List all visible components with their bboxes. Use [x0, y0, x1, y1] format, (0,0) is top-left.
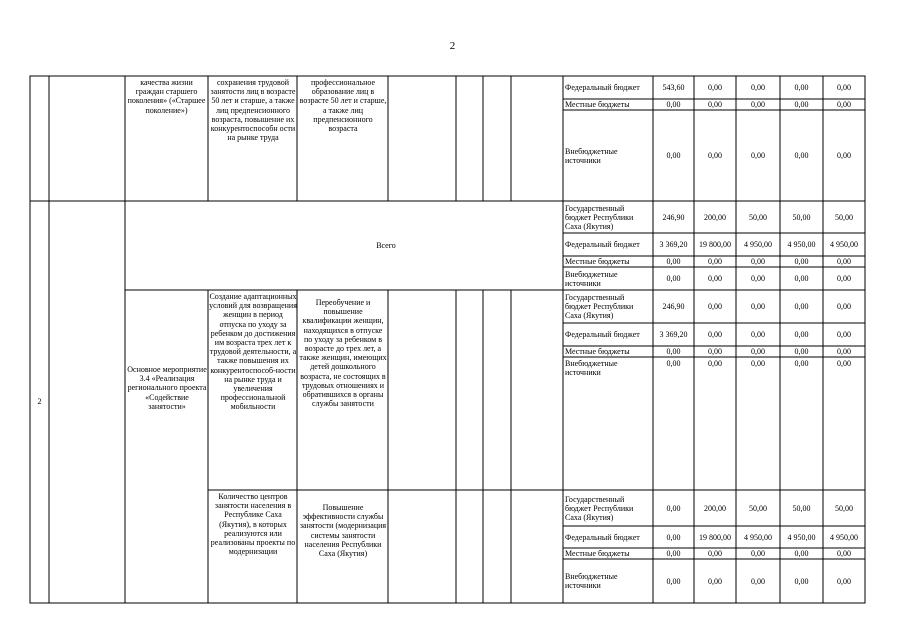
amount-cell: 0,00 — [666, 347, 681, 356]
funding-source-label: Внебюджетные источники — [565, 359, 618, 377]
amount-cell: 0,00 — [794, 302, 809, 311]
amount-cell: 0,00 — [666, 274, 681, 283]
amount-cell: 0,00 — [666, 359, 681, 368]
amount-cell: 543,60 — [662, 83, 685, 92]
amount-cell: 0,00 — [751, 347, 765, 356]
amount-cell: 4 950,00 — [744, 240, 772, 249]
amount-cell: 0,00 — [666, 532, 681, 542]
funding-source-label: Государственный бюджет Республики Саха (Якутия) — [565, 293, 634, 320]
amount-cell: 0,00 — [751, 274, 765, 283]
task-cell: сохранения трудовой занятости лиц в возрасте 50 лет и старше, а также лиц предпенсионного возраста, повышение их конкурентоспособн ости на рынке труда — [210, 78, 296, 143]
funding-source-label: Внебюджетные источники — [565, 269, 618, 288]
amount-cell: 0,00 — [708, 359, 722, 368]
amount-cell: 3 369,20 — [659, 240, 688, 249]
amount-cell: 50,00 — [749, 212, 767, 222]
amount-cell: 50,00 — [835, 212, 853, 222]
amount-cell: 0,00 — [794, 83, 809, 92]
amount-cell: 0,00 — [751, 83, 765, 92]
funding-source-label: Федеральный бюджет — [565, 532, 640, 542]
row-number: 2 — [37, 397, 42, 406]
goal-cell: качества жизни граждан старшего поколения» («Старшее поколение») — [127, 78, 206, 115]
amount-cell: 0,00 — [794, 151, 809, 160]
amount-cell: 0,00 — [837, 274, 851, 283]
amount-cell: 0,00 — [751, 359, 765, 368]
funding-source-label: Государственный бюджет Республики Саха (Якутия) — [565, 494, 634, 522]
funding-source-label: Государственный бюджет Республики Саха (Якутия) — [565, 203, 634, 231]
amount-cell: 200,00 — [704, 212, 726, 222]
sub1-result: Переобучение и повышение квалификации женщин, находящихся в отпуске по уходу за ребенком в возрасте до трех лет, а также женщин, имеющих детей дошкольного возраста, не состоящих в трудовых отношениях и обратившихся в органы службы занятости — [299, 298, 387, 409]
amount-cell: 0,00 — [837, 302, 851, 311]
amount-cell: 0,00 — [794, 330, 809, 339]
amount-cell: 0,00 — [751, 151, 765, 160]
amount-cell: 0,00 — [794, 549, 809, 558]
result-cell: профессиональное образование лиц в возрасте 50 лет и старше, а также лиц предпенсионного возраста — [299, 78, 387, 134]
sub1-indicator: Создание адаптационных условий для возвращения женщин в период отпуска по уходу за ребенком до достижения им возраста трех лет к трудовой деятельности, а также повышения их конкурентоспособ-ности на рынке труда и увеличения профессиональной мобильности — [209, 292, 297, 412]
amount-cell: 0,00 — [751, 576, 765, 586]
amount-cell: 0,00 — [708, 549, 722, 558]
amount-cell: 0,00 — [751, 549, 765, 558]
sub2-result: Повышение эффективности службы занятости (модернизация системы занятости населения Республики Саха (Якутия) — [299, 503, 387, 559]
amount-cell: 50,00 — [749, 503, 767, 513]
amount-cell: 0,00 — [837, 347, 851, 356]
amount-cell: 0,00 — [794, 257, 809, 266]
amount-cell: 0,00 — [708, 151, 722, 160]
amount-cell: 0,00 — [837, 151, 851, 160]
amount-cell: 0,00 — [666, 503, 681, 513]
amount-cell: 19 800,00 — [699, 240, 731, 249]
amount-cell: 4 950,00 — [830, 240, 858, 249]
amount-cell: 246,90 — [662, 302, 685, 311]
amount-cell: 0,00 — [837, 257, 851, 266]
amount-cell: 0,00 — [708, 330, 722, 339]
amount-cell: 0,00 — [751, 302, 765, 311]
funding-source-label: Местные бюджеты — [565, 549, 630, 558]
amount-cell: 0,00 — [666, 549, 681, 558]
amount-cell: 50,00 — [792, 212, 811, 222]
page-number: 2 — [449, 40, 456, 52]
amount-cell: 0,00 — [794, 274, 809, 283]
amount-cell: 200,00 — [704, 503, 726, 513]
amount-cell: 0,00 — [837, 359, 851, 368]
amount-cell: 0,00 — [751, 257, 765, 266]
amount-cell: 3 369,20 — [659, 330, 688, 339]
amount-cell: 0,00 — [837, 83, 851, 92]
funding-source-label: Внебюджетные источники — [565, 146, 618, 165]
funding-source-label: Внебюджетные источники — [565, 572, 618, 590]
total-label: Всего — [376, 241, 396, 250]
funding-source-label: Местные бюджеты — [565, 347, 630, 356]
amount-cell: 50,00 — [792, 503, 811, 513]
amount-cell: 0,00 — [794, 100, 809, 109]
amount-cell: 0,00 — [666, 576, 681, 586]
amount-cell: 0,00 — [837, 100, 851, 109]
funding-source-label: Местные бюджеты — [565, 257, 630, 266]
amount-cell: 0,00 — [751, 330, 765, 339]
amount-cell: 4 950,00 — [830, 532, 858, 542]
event-name: Основное мероприятие 3.4 «Реализация регионального проекта «Содействие занятости» — [127, 365, 207, 411]
amount-cell: 0,00 — [708, 302, 722, 311]
amount-cell: 0,00 — [708, 100, 722, 109]
amount-cell: 19 800,00 — [699, 532, 731, 542]
funding-source-label: Федеральный бюджет — [565, 83, 640, 92]
amount-cell: 0,00 — [666, 151, 681, 160]
amount-cell: 4 950,00 — [787, 532, 816, 542]
amount-cell: 50,00 — [835, 503, 853, 513]
amount-cell: 0,00 — [751, 100, 765, 109]
amount-cell: 0,00 — [837, 330, 851, 339]
amount-cell: 0,00 — [794, 576, 809, 586]
amount-cell: 0,00 — [708, 83, 722, 92]
amount-cell: 4 950,00 — [787, 240, 816, 249]
amount-cell: 0,00 — [708, 257, 722, 266]
amount-cell: 4 950,00 — [744, 532, 772, 542]
funding-source-label: Местные бюджеты — [565, 100, 630, 109]
sub2-indicator: Количество центров занятости населения в Республике Саха (Якутия), в которых реализуются или реализованы проекты по модернизации — [210, 492, 296, 557]
amount-cell: 0,00 — [666, 100, 681, 109]
funding-source-label: Федеральный бюджет — [565, 330, 640, 339]
amount-cell: 0,00 — [837, 549, 851, 558]
funding-source-label: Федеральный бюджет — [565, 240, 640, 249]
amount-cell: 246,90 — [662, 212, 685, 222]
amount-cell: 0,00 — [708, 274, 722, 283]
amount-cell: 0,00 — [837, 576, 851, 586]
amount-cell: 0,00 — [708, 576, 722, 586]
amount-cell: 0,00 — [666, 257, 681, 266]
amount-cell: 0,00 — [794, 359, 809, 368]
amount-cell: 0,00 — [708, 347, 722, 356]
amount-cell: 0,00 — [794, 347, 809, 356]
